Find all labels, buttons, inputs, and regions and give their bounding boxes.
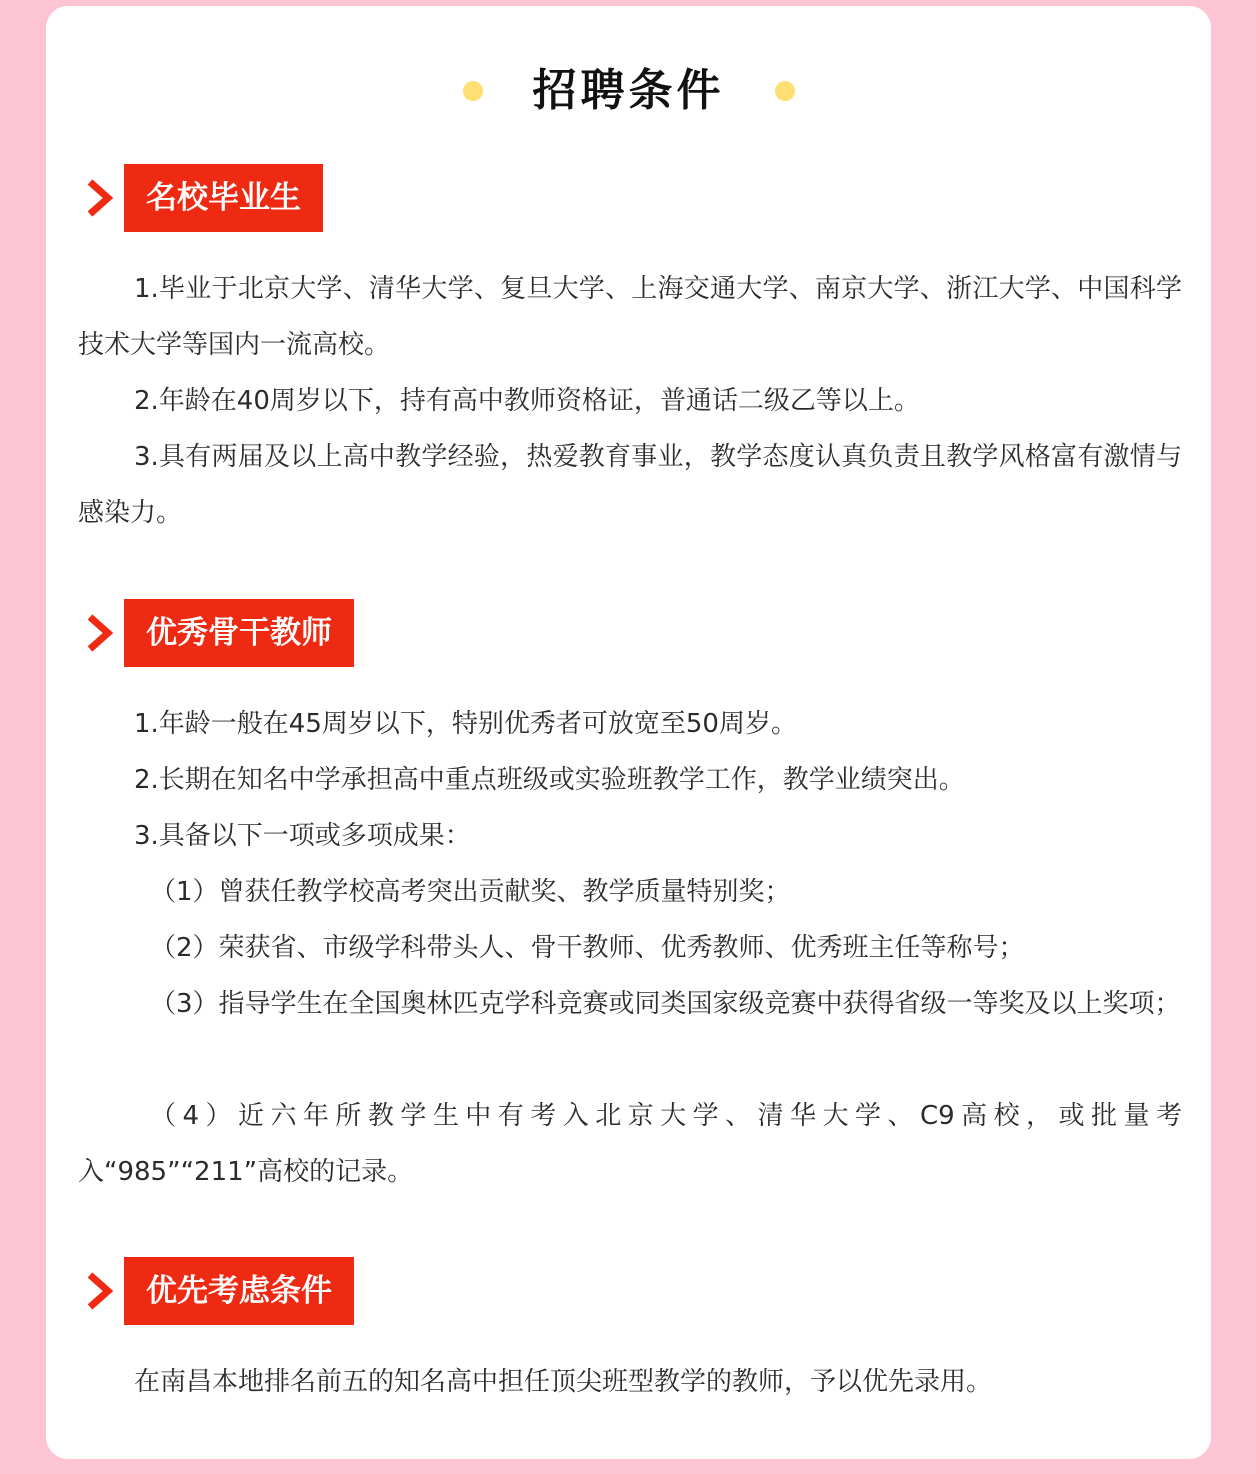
list-item: 1.年龄一般在45周岁以下，特别优秀者可放宽至50周岁。 — [134, 709, 797, 739]
section-label: 优秀骨干教师 — [124, 599, 354, 667]
list-item: 在南昌本地排名前五的知名高中担任顶尖班型教学的教师，予以优先录用。 — [134, 1367, 993, 1397]
chevron-right-icon — [80, 1271, 120, 1311]
list-item: （4）近六年所教学生中有考入北京大学、清华大学、C9高校，或批量考入“985”“211”高校的记录。 — [78, 1101, 1182, 1187]
chevron-right-icon — [80, 613, 120, 653]
content-card — [46, 6, 1211, 1459]
list-item: （2）荣获省、市级学科带头人、骨干教师、优秀教师、优秀班主任等称号； — [150, 933, 1025, 963]
list-item: 3.具备以下一项或多项成果： — [134, 821, 471, 851]
list-item: 3.具有两届及以上高中教学经验，热爱教育事业，教学态度认真负责且教学风格富有激情与感染力。 — [78, 442, 1182, 528]
chevron-right-icon — [80, 178, 120, 218]
list-item: 2.年龄在40周岁以下，持有高中教师资格证，普通话二级乙等以上。 — [134, 386, 920, 416]
section-label: 名校毕业生 — [124, 164, 323, 232]
list-item: 2.长期在知名中学承担高中重点班级或实验班教学工作，教学业绩突出。 — [134, 765, 965, 795]
page-title: 招聘条件 — [532, 65, 725, 116]
decorative-dot-left — [463, 81, 483, 101]
section-label: 优先考虑条件 — [124, 1257, 354, 1325]
list-item: （3）指导学生在全国奥林匹克学科竞赛或同类国家级竞赛中获得省级一等奖及以上奖项； — [150, 989, 1181, 1019]
decorative-dot-right — [775, 81, 795, 101]
list-item: （1）曾获任教学校高考突出贡献奖、教学质量特别奖； — [150, 877, 791, 907]
page-title-row — [46, 56, 1211, 126]
list-item: 1.毕业于北京大学、清华大学、复旦大学、上海交通大学、南京大学、浙江大学、中国科学技术大学等国内一流高校。 — [78, 274, 1182, 360]
